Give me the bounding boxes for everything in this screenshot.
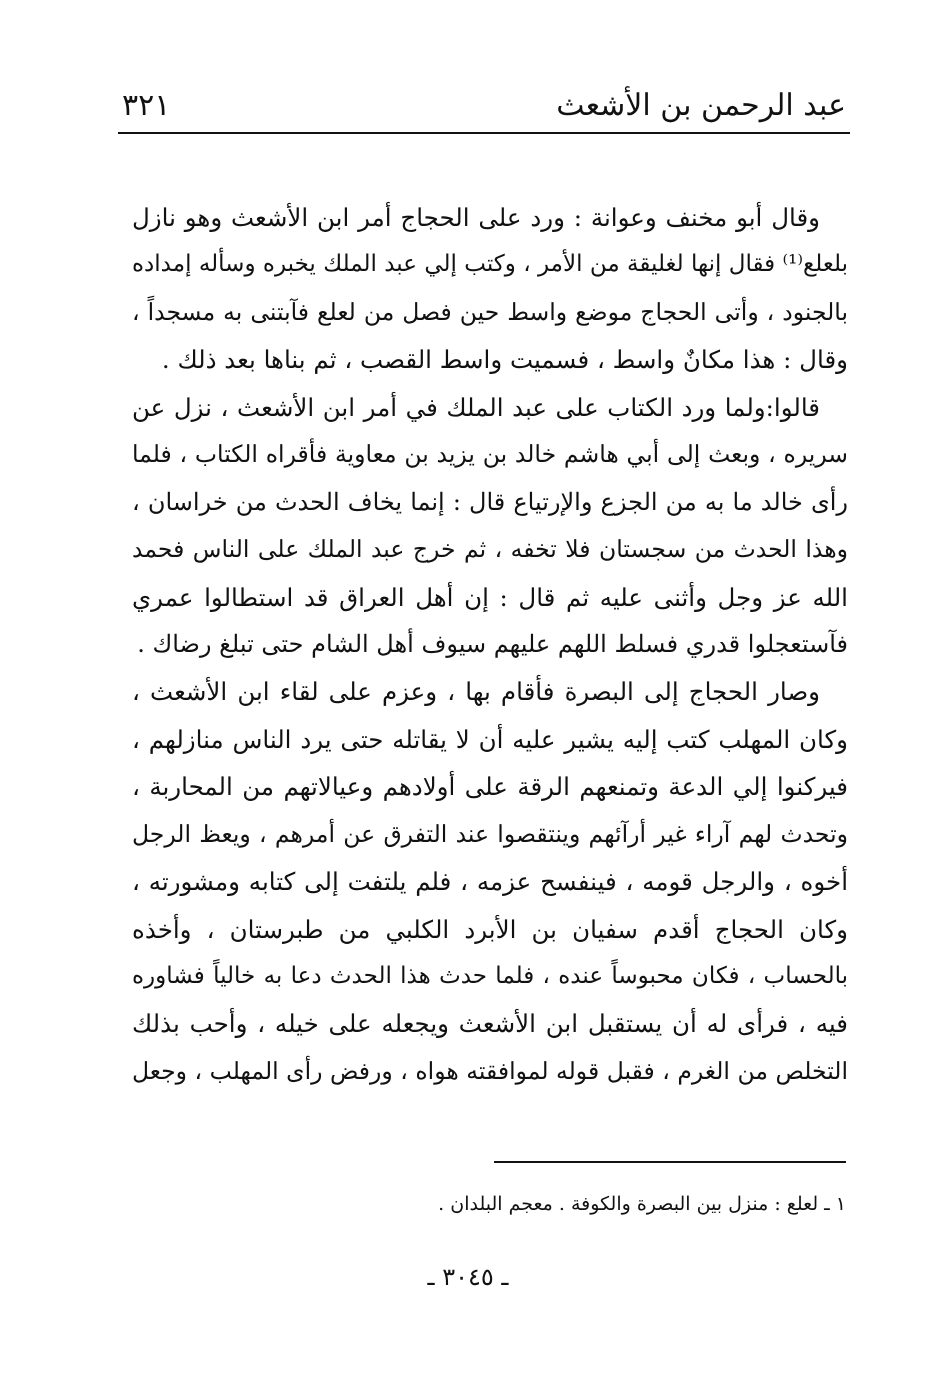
text-line: الله عز وجل وأثنى عليه ثم قال : إن أهل العراق قد استطالوا عمري (132, 582, 848, 612)
text-line: أخوه ، والرجل قومه ، فينفسح عزمه ، فلم يلتفت إلى كتابه ومشورته ، (132, 867, 848, 897)
text-line: بالجنود ، وأتى الحجاج موضع واسط حين فصل من لعلع فآبتنى به مسجداً ، (132, 297, 848, 326)
text-line: وهذا الحدث من سجستان فلا تخفه ، ثم خرج عبد الملك على الناس فحمد (132, 535, 848, 564)
text-line: وصار الحجاج إلى البصرة فأقام بها ، وعزم على لقاء ابن الأشعث ، (132, 677, 820, 707)
text-line: بلعلع⁽¹⁾ فقال إنها لغليقة من الأمر ، وكتب إلي عبد الملك يخبره وسأله إمداده (132, 251, 848, 278)
text-line: قالوا:ولما ورد الكتاب على عبد الملك في أمر ابن الأشعث ، نزل عن (132, 392, 820, 422)
text-line: فآستعجلوا قدري فسلط اللهم عليهم سيوف أهل الشام حتى تبلغ رضاك . (137, 629, 848, 658)
text-line: وقال : هذا مكانٌ واسط ، فسميت واسط القصب ، ثم بناها بعد ذلك . (161, 345, 848, 375)
text-line: وكان الحجاج أقدم سفيان بن الأبرد الكلبي من طبرستان ، وأخذه (132, 914, 848, 944)
text-line: سريره ، وبعث إلى أبي هاشم خالد بن يزيد بن معاوية فأقراه الكتاب ، فلما (132, 440, 848, 469)
footnote: ١ ـ لعلع : منزل بين البصرة والكوفة . معجم البلدان . (438, 1193, 846, 1215)
page-header (118, 80, 850, 134)
page-number: ٣٢١ (122, 88, 171, 123)
running-title: عبد الرحمن بن الأشعث (556, 88, 846, 123)
text-line: وتحدث لهم آراء غير أرآئهم وينتقصوا عند التفرق عن أمرهم ، ويعظ الرجل (132, 819, 848, 848)
text-line: فيركنوا إلي الدعة وتمنعهم الرقة على أولادهم وعيالاتهم من المحاربة ، (132, 772, 848, 802)
text-line: رأى خالد ما به من الجزع والإرتياع قال : إنما يخاف الحدث من خراسان ، (132, 487, 848, 516)
footnote-divider (494, 1161, 846, 1163)
text-line: بالحساب ، فكان محبوساً عنده ، فلما حدث هذا الحدث دعا به خالياً فشاوره (132, 963, 848, 989)
body-text (132, 194, 848, 1095)
text-line: وكان المهلب كتب إليه يشير عليه أن لا يقاتله حتى يرد الناس منازلهم ، (132, 724, 848, 754)
text-line: التخلص من الغرم ، فقبل قوله لموافقته هواه ، ورفض رأى المهلب ، وجعل (132, 1056, 848, 1085)
text-line: فيه ، فرأى له أن يستقبل ابن الأشعث ويجعله على خيله ، وأحب بذلك (132, 1009, 848, 1039)
folio-number: ـ ٣٠٤٥ ـ (427, 1263, 509, 1291)
text-line: وقال أبو مخنف وعوانة : ورد على الحجاج أمر ابن الأشعث وهو نازل (132, 203, 820, 232)
